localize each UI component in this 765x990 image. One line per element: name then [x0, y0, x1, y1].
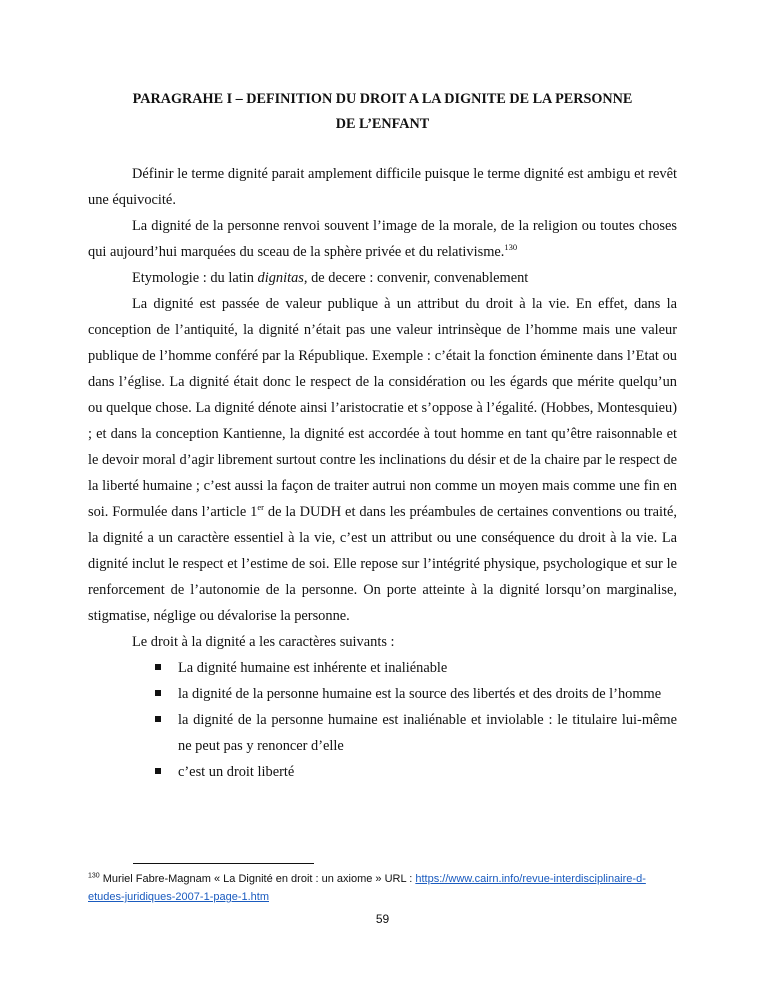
square-bullet-icon	[155, 664, 161, 670]
footnote-reference[interactable]: 130	[504, 242, 518, 253]
ordinal-superscript: er	[257, 502, 264, 513]
footnote	[88, 870, 677, 906]
etymology-prefix: Etymologie : du latin	[132, 270, 258, 286]
list-item-text: la dignité de la personne humaine est inaliénable et inviolable : le titulaire lui-même ne peut pas y renoncer d’elle	[178, 712, 677, 754]
list-item	[88, 681, 677, 707]
footnote-number: 130	[88, 872, 100, 880]
body-text	[88, 161, 677, 785]
list-item-text: la dignité de la personne humaine est la source des libertés et des droits de l’homme	[178, 686, 662, 702]
etymology-latin-term: dignitas	[257, 270, 304, 286]
section-heading-line-2: DE L’ENFANT	[335, 116, 430, 132]
section-heading-line-1: PARAGRAHE I – DEFINITION DU DROIT A LA DIGNITE DE LA PERSONNE	[132, 91, 633, 107]
paragraph-definition: Définir le terme dignité parait amplement difficile puisque le terme dignité est ambigu et revêt une équivocité.	[88, 166, 677, 208]
paragraph-morale	[88, 213, 677, 265]
list-item-text: c’est un droit liberté	[178, 764, 295, 780]
paragraph-characteristics-intro: Le droit à la dignité a les caractères suivants :	[132, 634, 395, 650]
list-item	[88, 655, 677, 681]
etymology-suffix: , de decere : convenir, convenablement	[303, 270, 529, 286]
paragraph-history-part-1: La dignité est passée de valeur publique à un attribut du droit à la vie. En effet, dans la conception de l’antiquité, la dignité n’était pas une valeur intrinsèque de l’homme mais une valeur publique de l’homme conféré par la République. Exemple : c’était la fonction éminente dans l’Etat ou dans l’église. La dignité était donc le respect de la considération ou les égards que mérite quelqu’un ou quelque chose. La dignité dénote ainsi l’aristocratie et s’oppose à l’égalité. (Hobbes, Montesquieu) ; et dans la conception Kantienne, la dignité est accordée à tout homme en tant qu’être raisonnable et le devoir moral d’agir librement surtout contre les inclinations du désir et de la chaire par le respect de la liberté humaine ; c’est aussi la façon de traiter autrui non comme un moyen mais comme une fin en soi. Formulée dans l’article 1	[88, 296, 677, 520]
square-bullet-icon	[155, 716, 161, 722]
paragraph-history	[88, 291, 677, 629]
paragraph-etymology	[88, 265, 677, 291]
list-item-text: La dignité humaine est inhérente et inaliénable	[178, 660, 448, 676]
footnote-url-link[interactable]: https://www.cairn.info/revue-interdisciplinaire-d-etudes-juridiques-2007-1-page-1.htm	[88, 873, 646, 903]
list-item	[88, 707, 677, 759]
paragraph-morale-text: La dignité de la personne renvoi souvent l’image de la morale, de la religion ou toutes choses qui aujourd’hui marquées du sceau de la sphère privée et du relativisme.	[88, 218, 677, 260]
page-number: 59	[375, 912, 390, 926]
footnote-separator	[133, 863, 314, 864]
list-item	[88, 759, 677, 785]
characteristics-list	[88, 655, 677, 785]
paragraph-history-part-2: de la DUDH et dans les préambules de certaines conventions ou traité, la dignité a un caractère essentiel à la vie, c’est un attribut ou une conséquence du droit à la vie. La dignité inclut le respect et l’estime de soi. Elle repose sur l’intégrité physique, psychologique et sur le renforcement de l’autonomie de la personne. On porte atteinte à la dignité lorsqu’on marginalise, stigmatise, néglige ou dévalorise la personne.	[88, 504, 677, 624]
square-bullet-icon	[155, 768, 161, 774]
footnote-text: Muriel Fabre-Magnam « La Dignité en droit : un axiome » URL :	[99, 873, 416, 885]
square-bullet-icon	[155, 690, 161, 696]
